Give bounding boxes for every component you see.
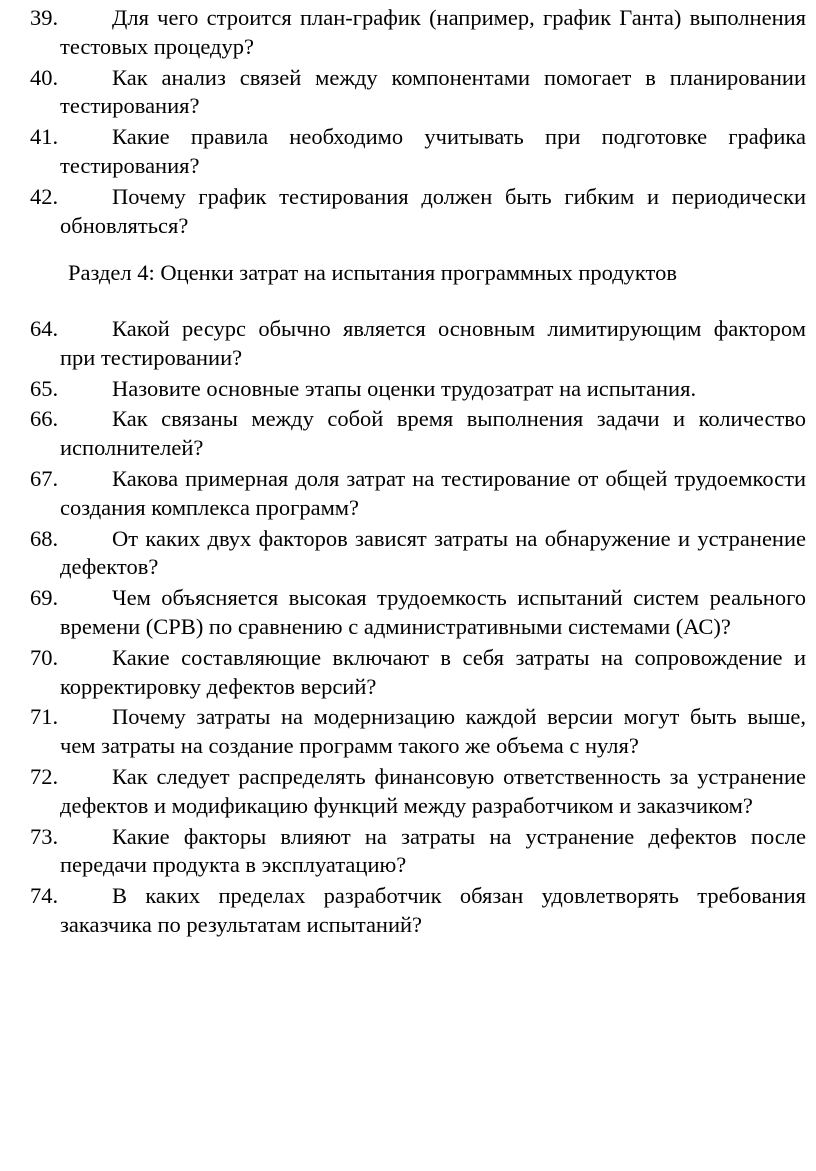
question-text: Почему график тестирования должен быть гибким и периодически обновляться? [60,183,806,238]
list-item [30,644,806,702]
question-text: Какие правила необходимо учитывать при подготовке графика тестирования? [60,124,806,178]
question-text: От каких двух факторов зависят затраты на обнаружение и устранение дефектов? [60,525,806,580]
question-text: Чем объясняется высокая трудоемкость испытаний систем реального времени (СРВ) по сравнению с административными системами (АС)? [60,585,806,639]
list-item [30,315,806,373]
question-text: Как анализ связей между компонентами помогает в планировании тестирования? [60,64,806,119]
question-number: 73. [30,823,59,849]
list-item [30,525,806,583]
list-item [30,882,806,940]
list-item [30,405,806,463]
question-number: 71. [30,704,59,730]
question-number: 68. [30,525,59,551]
question-number: 41. [30,124,59,150]
list-item [30,64,806,122]
question-text: Как следует распределять финансовую ответственность за устранение дефектов и модификацию функций между разработчиком и заказчиком? [60,763,806,818]
question-text: Назовите основные этапы оценки трудозатрат на испытания. [112,375,697,401]
list-item [30,584,806,642]
list-item [30,823,806,881]
question-number: 69. [30,585,59,611]
list-item [30,183,806,241]
question-text: Какие составляющие включают в себя затраты на сопровождение и корректировку дефектов версий? [60,644,806,699]
section-heading: Раздел 4: Оценки затрат на испытания программных продуктов [68,260,677,285]
question-number: 70. [30,644,59,670]
question-number: 64. [30,316,59,341]
question-number: 39. [30,5,59,30]
list-item [30,763,806,821]
question-text: Какова примерная доля затрат на тестирование от общей трудоемкости создания комплекса программ? [60,465,806,520]
question-number: 66. [30,406,59,432]
question-text: Почему затраты на модернизацию каждой версии могут быть выше, чем затраты на создание программ такого же объема с нуля? [60,704,806,759]
question-text: Какой ресурс обычно является основным лимитирующим фактором при тестировании? [60,316,806,370]
list-item [30,465,806,523]
question-text: Для чего строится план-график (например, график Ганта) выполнения тестовых процедур? [60,5,806,59]
question-number: 65. [30,375,59,401]
question-number: 42. [30,183,59,209]
question-text: Какие факторы влияют на затраты на устранение дефектов после передачи продукта в эксплуатацию? [60,823,806,878]
list-item [30,375,806,404]
question-text: Как связаны между собой время выполнения задачи и количество исполнителей? [60,406,806,461]
list-item [30,123,806,181]
list-item [30,703,806,761]
question-number: 72. [30,763,59,789]
question-number: 74. [30,883,59,909]
question-number: 67. [30,465,59,491]
list-item [30,4,806,62]
question-list-top [30,4,806,242]
question-text: В каких пределах разработчик обязан удовлетворять требования заказчика по результатам испытаний? [60,883,806,937]
question-list-bottom [30,315,806,942]
question-number: 40. [30,64,59,90]
